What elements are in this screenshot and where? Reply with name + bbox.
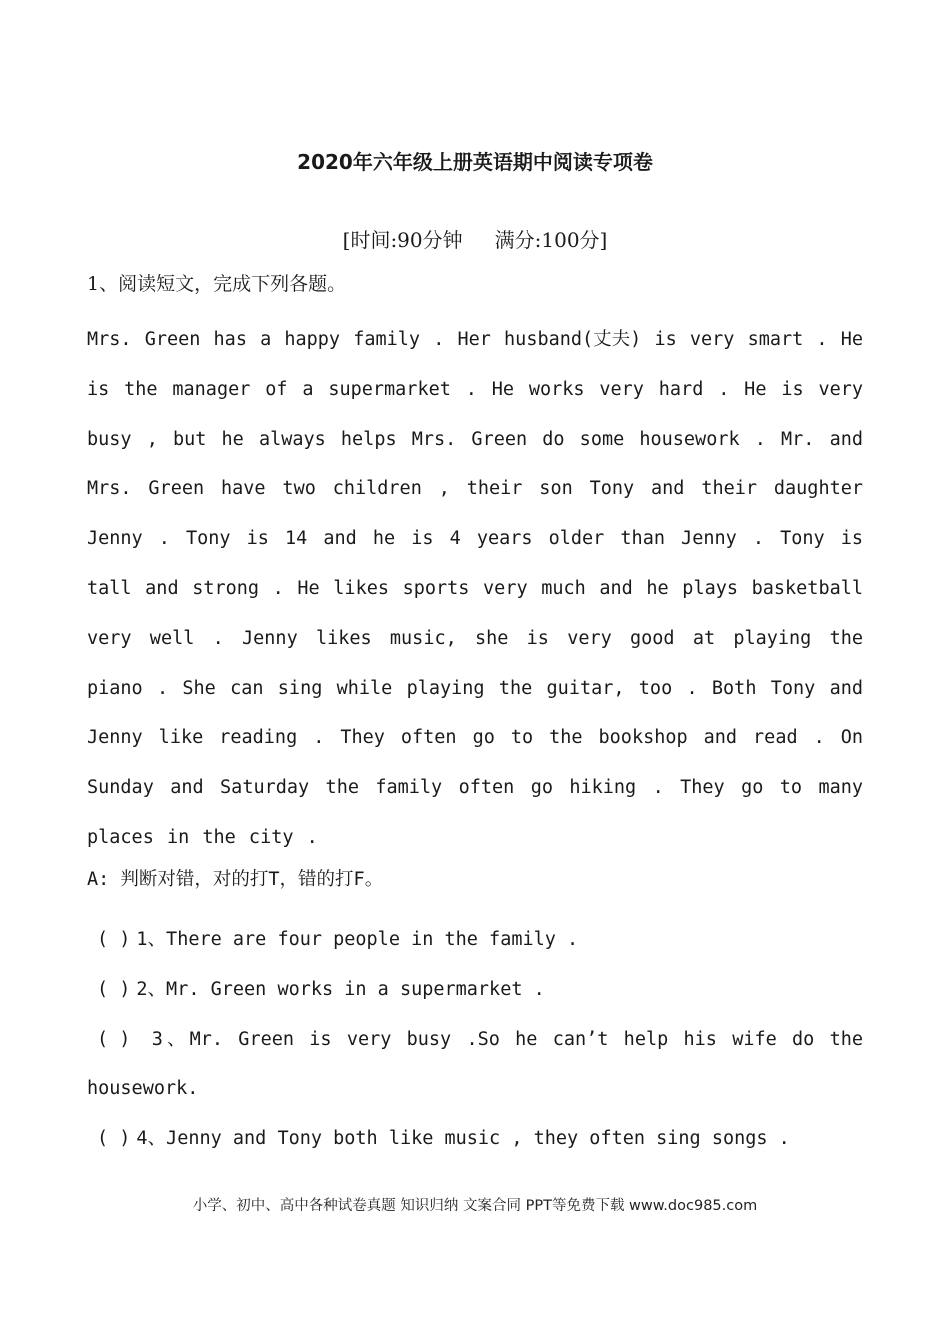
question-item (87, 1114, 863, 1164)
section-heading: 1、阅读短文，完成下列各题。 (87, 273, 347, 295)
answer-blank: ( ) (97, 1028, 131, 1050)
part-a-instruction: A: 判断对错，对的打T，错的打F。 (87, 869, 384, 890)
question-item (87, 1015, 863, 1115)
page-title: 2020年六年级上册英语期中阅读专项卷 (297, 150, 653, 174)
exam-time: [时间:90分钟 (342, 228, 463, 252)
exam-time-info (0, 224, 950, 256)
question-text: 2、Mr. Green works in a supermarket . (136, 978, 545, 1000)
question-list (87, 915, 863, 1164)
answer-blank: ( ) (97, 978, 131, 1000)
question-text: 3、Mr. Green is very busy .So he can’t help his wife do the housework. (87, 1028, 863, 1100)
exam-score: 满分:100分] (494, 228, 608, 252)
question-text: 4、Jenny and Tony both like music , they often sing songs . (136, 1128, 790, 1150)
reading-passage: Mrs. Green has a happy family . Her husband(丈夫) is very smart . He is the manager of a supermarket . He works very hard . He is very busy , but he always helps Mrs. Green do some housework . Mr. and Mrs. Green have two children , their son Tony and their daughter Jenny . Tony is 14 and he is 4 years older than Jenny . Tony is tall and strong . He likes sports very much and he plays basketball very well . Jenny likes music, she is very good at playing the piano . She can sing while playing the guitar, too . Both Tony and Jenny like reading . They often go to the bookshop and read . On Sunday and Saturday the family often go hiking . They go to many places in the city . (87, 329, 863, 848)
page-footer: 小学、初中、高中各种试卷真题 知识归纳 文案合同 PPT等免费下载 www.doc985.com (192, 1198, 758, 1214)
answer-blank: ( ) (97, 1128, 131, 1150)
question-text: 1、There are four people in the family . (136, 929, 579, 950)
question-item (87, 965, 863, 1015)
question-item (87, 915, 863, 965)
answer-blank: ( ) (97, 929, 131, 950)
